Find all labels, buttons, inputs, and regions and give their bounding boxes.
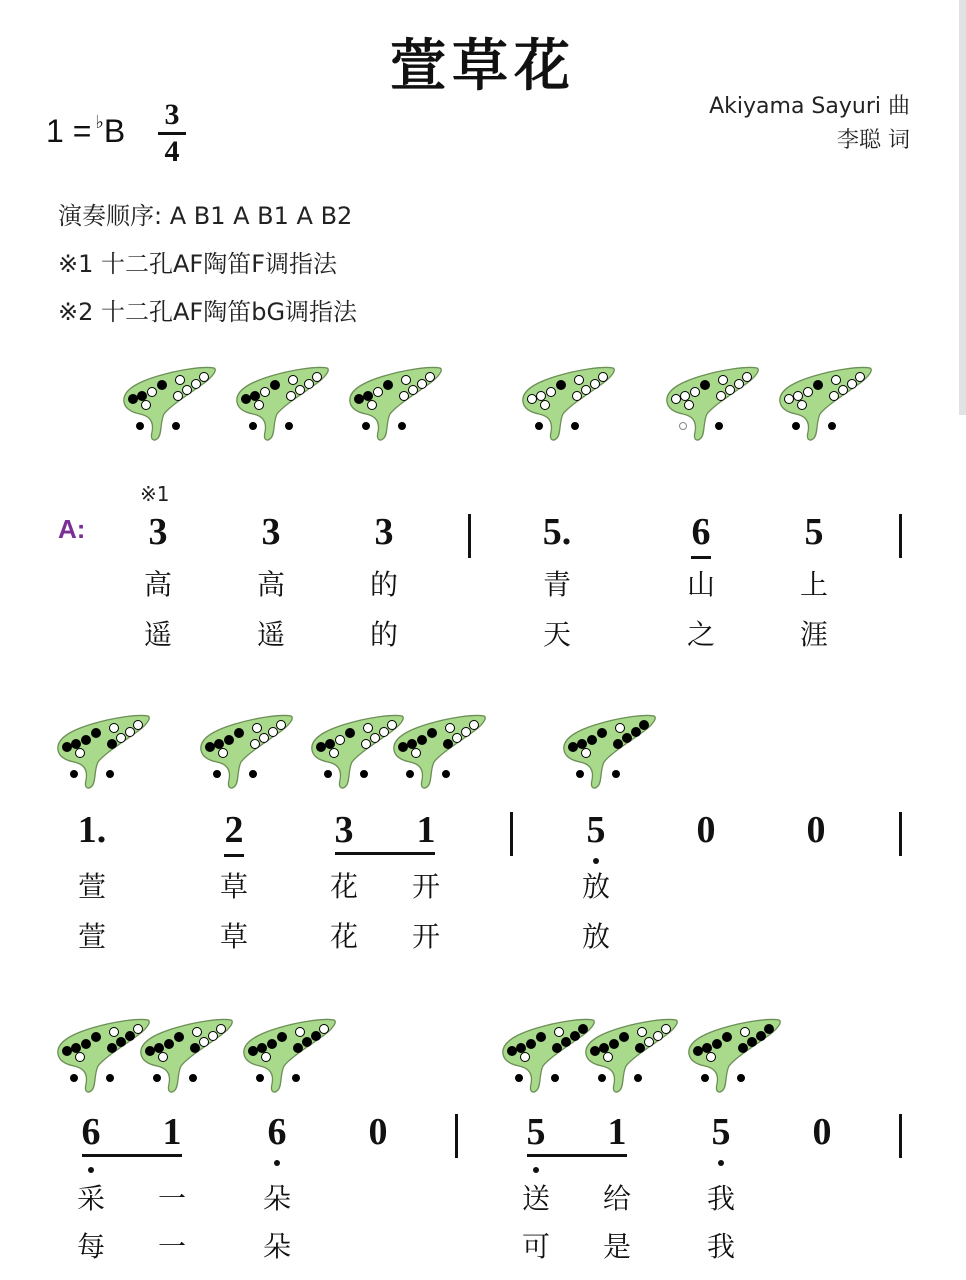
key-prefix: 1 = — [46, 113, 92, 149]
fingering-note-2: ※2 十二孔AF陶笛bG调指法 — [58, 298, 358, 326]
jianpu-note — [576, 810, 616, 850]
lyric-verse-2: 是 — [602, 1230, 631, 1263]
note-value: 1. — [77, 809, 107, 851]
lyric-verse-1: 我 — [706, 1182, 735, 1215]
note-value: 0 — [368, 1111, 388, 1153]
lyric-verse-1: 给 — [602, 1182, 631, 1215]
ocarina-fingering-icon — [558, 710, 654, 790]
jianpu-note — [701, 1112, 741, 1152]
jianpu-note — [597, 1112, 637, 1152]
note-value: 1 — [416, 809, 436, 851]
jianpu-note — [358, 1112, 398, 1152]
note-value: 1 — [162, 1111, 182, 1153]
time-signature-bottom: 4 — [164, 135, 180, 168]
low-octave-dot — [274, 1160, 280, 1166]
song-title: 萱草花 — [390, 34, 576, 99]
jianpu-note — [802, 1112, 842, 1152]
note-value: 6 — [691, 511, 711, 553]
lyric-verse-2: 遥 — [256, 618, 285, 651]
ocarina-fingering-icon — [231, 362, 327, 442]
lyric-verse-2: 放 — [581, 920, 610, 953]
lyric-verse-2: 开 — [411, 920, 440, 953]
ocarina-fingering-icon — [517, 362, 613, 442]
jianpu-note — [214, 810, 254, 850]
fingering-mark: ※1 — [140, 482, 170, 506]
jianpu-note — [72, 810, 112, 850]
low-octave-dot — [593, 858, 599, 864]
barline — [510, 812, 513, 856]
lyric-verse-2: 花 — [329, 920, 358, 953]
lyric-verse-1: 的 — [369, 568, 398, 601]
lyric-verse-2: 涯 — [799, 618, 828, 651]
note-value: 0 — [806, 809, 826, 851]
time-signature-top: 3 — [164, 98, 180, 131]
lyric-verse-1: 草 — [219, 870, 248, 903]
section-label-a: A: — [58, 514, 86, 544]
lyric-verse-1: 高 — [256, 568, 285, 601]
jianpu-note — [794, 512, 834, 552]
lyricist: 李聪 词 — [837, 128, 910, 153]
play-order: 演奏顺序: A B1 A B1 A B2 — [58, 202, 353, 230]
low-octave-dot — [718, 1160, 724, 1166]
credits — [709, 90, 910, 158]
ocarina-fingering-icon — [388, 710, 484, 790]
note-value: 6 — [81, 1111, 101, 1153]
key-signature — [46, 112, 125, 150]
ocarina-fingering-icon — [774, 362, 870, 442]
ocarina-fingering-icon — [497, 1014, 593, 1094]
performance-notes — [58, 192, 357, 336]
lyric-verse-1: 一 — [157, 1182, 186, 1215]
lyric-verse-1: 采 — [76, 1182, 105, 1215]
lyric-verse-2: 一 — [157, 1230, 186, 1263]
note-value: 0 — [812, 1111, 832, 1153]
barline — [468, 514, 471, 558]
lyric-verse-1: 山 — [686, 568, 715, 601]
low-octave-dot — [533, 1167, 539, 1173]
lyric-verse-1: 萱 — [77, 870, 106, 903]
jianpu-note — [516, 1112, 556, 1152]
jianpu-note — [324, 810, 364, 850]
lyric-verse-1: 朵 — [262, 1182, 291, 1215]
barline — [899, 514, 902, 558]
note-value: 6 — [267, 1111, 287, 1153]
lyric-verse-2: 我 — [706, 1230, 735, 1263]
note-value: 5. — [542, 511, 572, 553]
note-value: 3 — [148, 511, 168, 553]
lyric-verse-2: 天 — [542, 618, 571, 651]
low-octave-dot — [88, 1167, 94, 1173]
lyric-verse-2: 草 — [219, 920, 248, 953]
eighth-beam — [527, 1154, 627, 1157]
time-signature — [158, 100, 186, 167]
jianpu-note — [364, 512, 404, 552]
note-value: 5 — [711, 1111, 731, 1153]
lyric-verse-2: 朵 — [262, 1230, 291, 1263]
note-value: 3 — [261, 511, 281, 553]
ocarina-fingering-icon — [52, 710, 148, 790]
jianpu-note — [681, 512, 721, 552]
eighth-underline — [691, 556, 711, 559]
jianpu-note — [796, 810, 836, 850]
lyric-verse-1: 开 — [411, 870, 440, 903]
lyric-verse-2: 萱 — [77, 920, 106, 953]
eighth-beam — [335, 852, 435, 855]
note-value: 5 — [804, 511, 824, 553]
lyric-verse-1: 上 — [799, 568, 828, 601]
lyric-verse-1: 送 — [521, 1182, 550, 1215]
lyric-verse-2: 遥 — [143, 618, 172, 651]
ocarina-fingering-icon — [344, 362, 440, 442]
ocarina-fingering-icon — [661, 362, 757, 442]
eighth-beam — [82, 1154, 182, 1157]
note-value: 3 — [334, 809, 354, 851]
barline — [899, 1114, 902, 1158]
lyric-verse-2: 的 — [369, 618, 398, 651]
flat-icon: ♭ — [95, 112, 104, 132]
note-value: 0 — [696, 809, 716, 851]
jianpu-note — [71, 1112, 111, 1152]
ocarina-fingering-icon — [238, 1014, 334, 1094]
fingering-note-1: ※1 十二孔AF陶笛F调指法 — [58, 250, 338, 278]
lyric-verse-1: 放 — [581, 870, 610, 903]
lyric-verse-2: 每 — [76, 1230, 105, 1263]
jianpu-note — [251, 512, 291, 552]
key-note: B — [103, 113, 126, 149]
jianpu-note — [257, 1112, 297, 1152]
barline — [899, 812, 902, 856]
ocarina-fingering-icon — [683, 1014, 779, 1094]
jianpu-note — [406, 810, 446, 850]
note-value: 5 — [586, 809, 606, 851]
jianpu-note — [152, 1112, 192, 1152]
ocarina-fingering-icon — [135, 1014, 231, 1094]
barline — [455, 1114, 458, 1158]
jianpu-note — [686, 810, 726, 850]
lyric-verse-1: 高 — [143, 568, 172, 601]
eighth-underline — [224, 854, 244, 857]
lyric-verse-1: 青 — [542, 568, 571, 601]
note-value: 3 — [374, 511, 394, 553]
jianpu-note — [537, 512, 577, 552]
jianpu-note — [138, 512, 178, 552]
lyric-verse-2: 之 — [686, 618, 715, 651]
lyric-verse-1: 花 — [329, 870, 358, 903]
composer: Akiyama Sayuri 曲 — [709, 94, 910, 119]
note-value: 2 — [224, 809, 244, 851]
lyric-verse-2: 可 — [521, 1230, 550, 1263]
note-value: 5 — [526, 1111, 546, 1153]
note-value: 1 — [607, 1111, 627, 1153]
ocarina-fingering-icon — [52, 1014, 148, 1094]
ocarina-fingering-icon — [195, 710, 291, 790]
ocarina-fingering-icon — [118, 362, 214, 442]
ocarina-fingering-icon — [580, 1014, 676, 1094]
